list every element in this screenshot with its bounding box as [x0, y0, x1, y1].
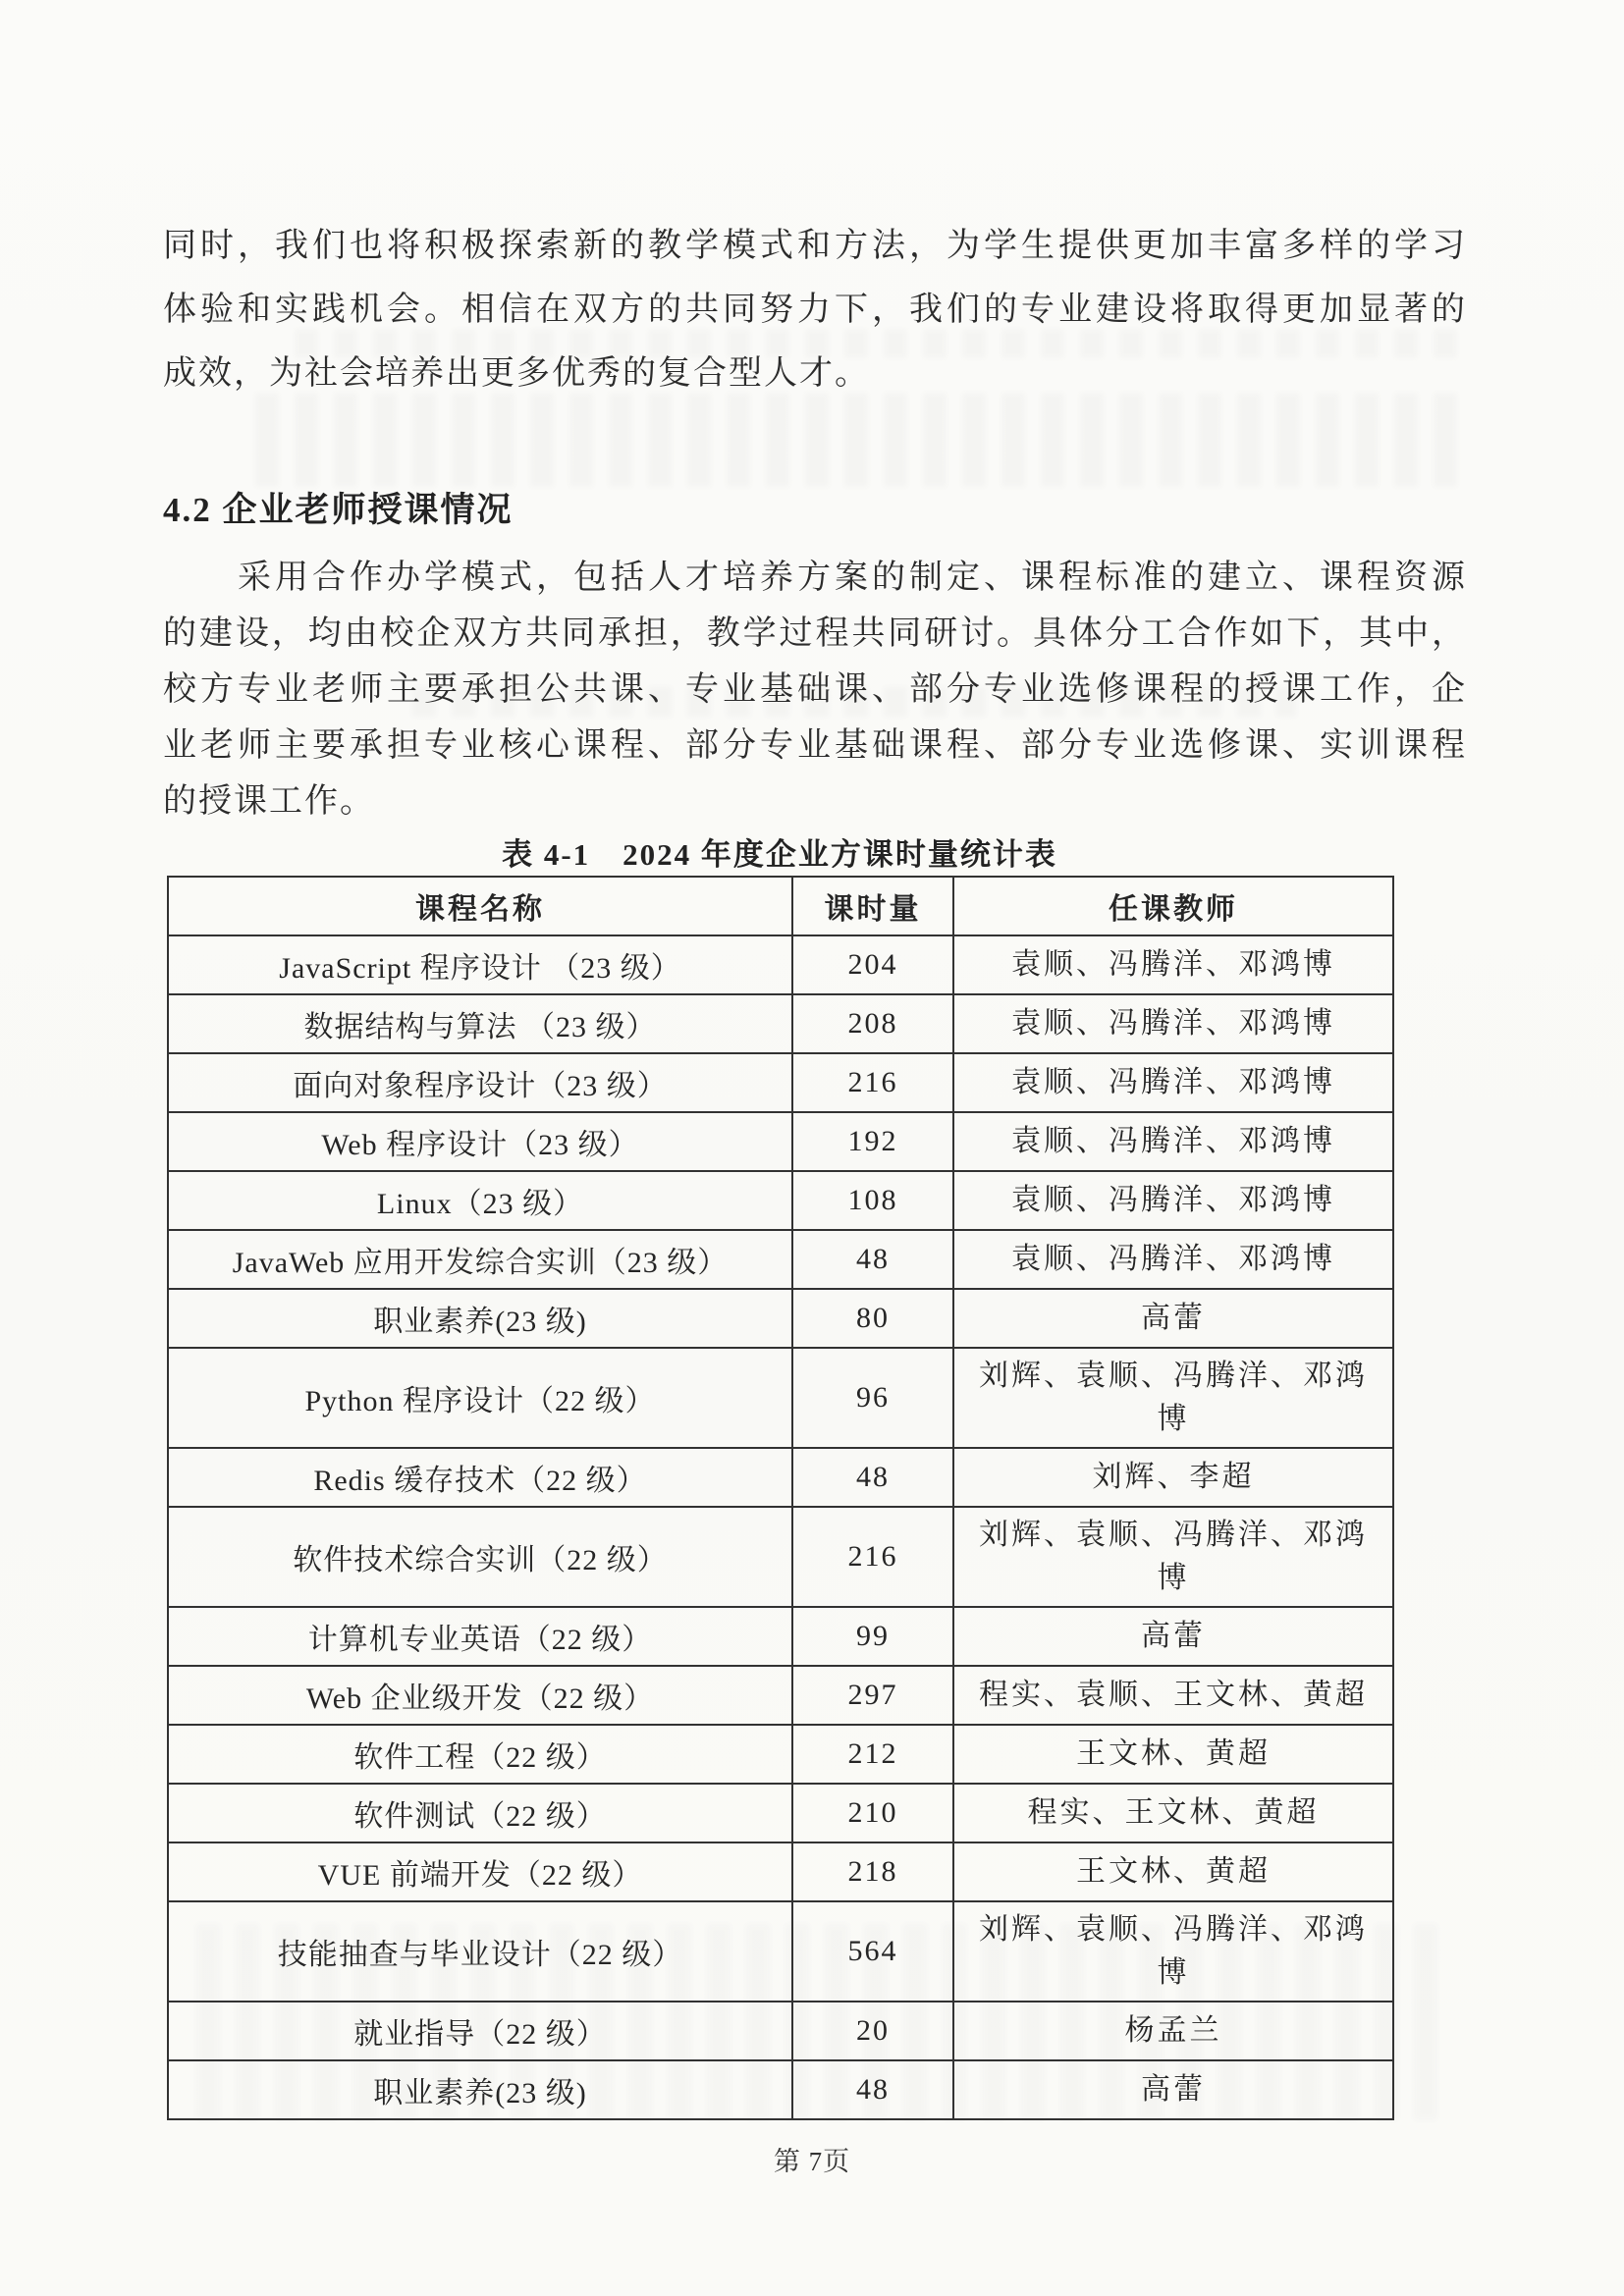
paragraph-line: 同时，我们也将积极探索新的教学模式和方法，为学生提供更加丰富多样的学习	[163, 228, 1467, 264]
table-row	[168, 1230, 1393, 1289]
teachers-cell: 袁顺、冯腾洋、邓鸿博	[953, 1112, 1393, 1171]
course-name-cell: 软件工程（22 级）	[168, 1725, 792, 1784]
column-header-hours: 课时量	[792, 877, 953, 935]
teachers-cell: 程实、袁顺、王文林、黄超	[953, 1666, 1393, 1725]
teachers-cell: 王文林、黄超	[953, 1725, 1393, 1784]
table-row	[168, 1348, 1393, 1448]
table-row	[168, 994, 1393, 1053]
hours-cell: 216	[792, 1053, 953, 1112]
hours-cell: 96	[792, 1348, 953, 1448]
column-header-course: 课程名称	[168, 877, 792, 935]
teachers-cell: 刘辉、袁顺、冯腾洋、邓鸿博	[953, 1507, 1393, 1607]
hours-cell: 108	[792, 1171, 953, 1230]
paragraph-line: 成效，为社会培养出更多优秀的复合型人才。	[163, 355, 870, 392]
hours-cell: 297	[792, 1666, 953, 1725]
table-caption: 表 4-1 2024 年度企业方课时量统计表	[502, 837, 1057, 872]
teachers-cell: 袁顺、冯腾洋、邓鸿博	[953, 935, 1393, 994]
table-row	[168, 2002, 1393, 2060]
paragraph-intro	[163, 214, 1467, 405]
paragraph-line: 的建设，均由校企双方共同承担，教学过程共同研讨。具体分工合作如下，其中，	[163, 615, 1467, 652]
course-name-cell: Web 企业级开发（22 级）	[168, 1666, 792, 1725]
page-number: 第 7页	[773, 2147, 851, 2176]
teachers-cell: 袁顺、冯腾洋、邓鸿博	[953, 1171, 1393, 1230]
paragraph-line: 体验和实践机会。相信在双方的共同努力下，我们的专业建设将取得更加显著的	[163, 292, 1467, 328]
table-row	[168, 1666, 1393, 1725]
paragraph-line: 业老师主要承担专业核心课程、部分专业基础课程、部分专业选修课、实训课程	[163, 727, 1467, 764]
table-body	[168, 935, 1393, 2119]
teachers-cell: 刘辉、袁顺、冯腾洋、邓鸿博	[953, 1348, 1393, 1448]
course-name-cell: 软件技术综合实训（22 级）	[168, 1507, 792, 1607]
table-row	[168, 1289, 1393, 1348]
table-row	[168, 1725, 1393, 1784]
hours-cell: 20	[792, 2002, 953, 2060]
course-name-cell: Python 程序设计（22 级）	[168, 1348, 792, 1448]
hours-cell: 212	[792, 1725, 953, 1784]
table-row	[168, 1448, 1393, 1507]
section-heading: 4.2 企业老师授课情况	[163, 491, 514, 529]
course-name-cell: 面向对象程序设计（23 级）	[168, 1053, 792, 1112]
course-name-cell: JavaScript 程序设计 （23 级）	[168, 935, 792, 994]
course-name-cell: 计算机专业英语（22 级）	[168, 1607, 792, 1666]
course-name-cell: 就业指导（22 级）	[168, 2002, 792, 2060]
course-hours-table	[167, 876, 1394, 2120]
teachers-cell: 刘辉、李超	[953, 1448, 1393, 1507]
teachers-cell: 高蕾	[953, 1607, 1393, 1666]
table-row	[168, 1171, 1393, 1230]
table-row	[168, 1901, 1393, 2002]
course-name-cell: VUE 前端开发（22 级）	[168, 1842, 792, 1901]
course-name-cell: Web 程序设计（23 级）	[168, 1112, 792, 1171]
hours-cell: 564	[792, 1901, 953, 2002]
hours-cell: 208	[792, 994, 953, 1053]
teachers-cell: 程实、王文林、黄超	[953, 1784, 1393, 1842]
hours-cell: 204	[792, 935, 953, 994]
hours-cell: 99	[792, 1607, 953, 1666]
scan-bleedthrough-artifact	[255, 393, 1473, 487]
teachers-cell: 王文林、黄超	[953, 1842, 1393, 1901]
table-row	[168, 1784, 1393, 1842]
teachers-cell: 高蕾	[953, 1289, 1393, 1348]
hours-cell: 48	[792, 2060, 953, 2119]
table-row	[168, 1607, 1393, 1666]
course-name-cell: Redis 缓存技术（22 级）	[168, 1448, 792, 1507]
hours-cell: 216	[792, 1507, 953, 1607]
paragraph-line: 校方专业老师主要承担公共课、专业基础课、部分专业选修课程的授课工作，企	[163, 671, 1467, 708]
table-row	[168, 935, 1393, 994]
paragraph-line: 采用合作办学模式，包括人才培养方案的制定、课程标准的建立、课程资源	[163, 560, 1467, 596]
paragraph-body	[163, 550, 1467, 829]
teachers-cell: 袁顺、冯腾洋、邓鸿博	[953, 1053, 1393, 1112]
hours-cell: 48	[792, 1448, 953, 1507]
course-name-cell: 职业素养(23 级)	[168, 1289, 792, 1348]
course-name-cell: 职业素养(23 级)	[168, 2060, 792, 2119]
hours-cell: 210	[792, 1784, 953, 1842]
hours-cell: 80	[792, 1289, 953, 1348]
paragraph-line: 的授课工作。	[163, 783, 375, 820]
column-header-teachers: 任课教师	[953, 877, 1393, 935]
table-row	[168, 1507, 1393, 1607]
course-name-cell: 软件测试（22 级）	[168, 1784, 792, 1842]
teachers-cell: 杨孟兰	[953, 2002, 1393, 2060]
teachers-cell: 袁顺、冯腾洋、邓鸿博	[953, 994, 1393, 1053]
table-row	[168, 1842, 1393, 1901]
teachers-cell: 刘辉、袁顺、冯腾洋、邓鸿博	[953, 1901, 1393, 2002]
course-name-cell: JavaWeb 应用开发综合实训（23 级）	[168, 1230, 792, 1289]
course-name-cell: 技能抽查与毕业设计（22 级）	[168, 1901, 792, 2002]
table-row	[168, 1112, 1393, 1171]
hours-cell: 192	[792, 1112, 953, 1171]
teachers-cell: 袁顺、冯腾洋、邓鸿博	[953, 1230, 1393, 1289]
hours-cell: 48	[792, 1230, 953, 1289]
teachers-cell: 高蕾	[953, 2060, 1393, 2119]
table-header-row	[168, 877, 1393, 935]
table-row	[168, 2060, 1393, 2119]
course-name-cell: Linux（23 级）	[168, 1171, 792, 1230]
course-name-cell: 数据结构与算法 （23 级）	[168, 994, 792, 1053]
hours-cell: 218	[792, 1842, 953, 1901]
table-row	[168, 1053, 1393, 1112]
